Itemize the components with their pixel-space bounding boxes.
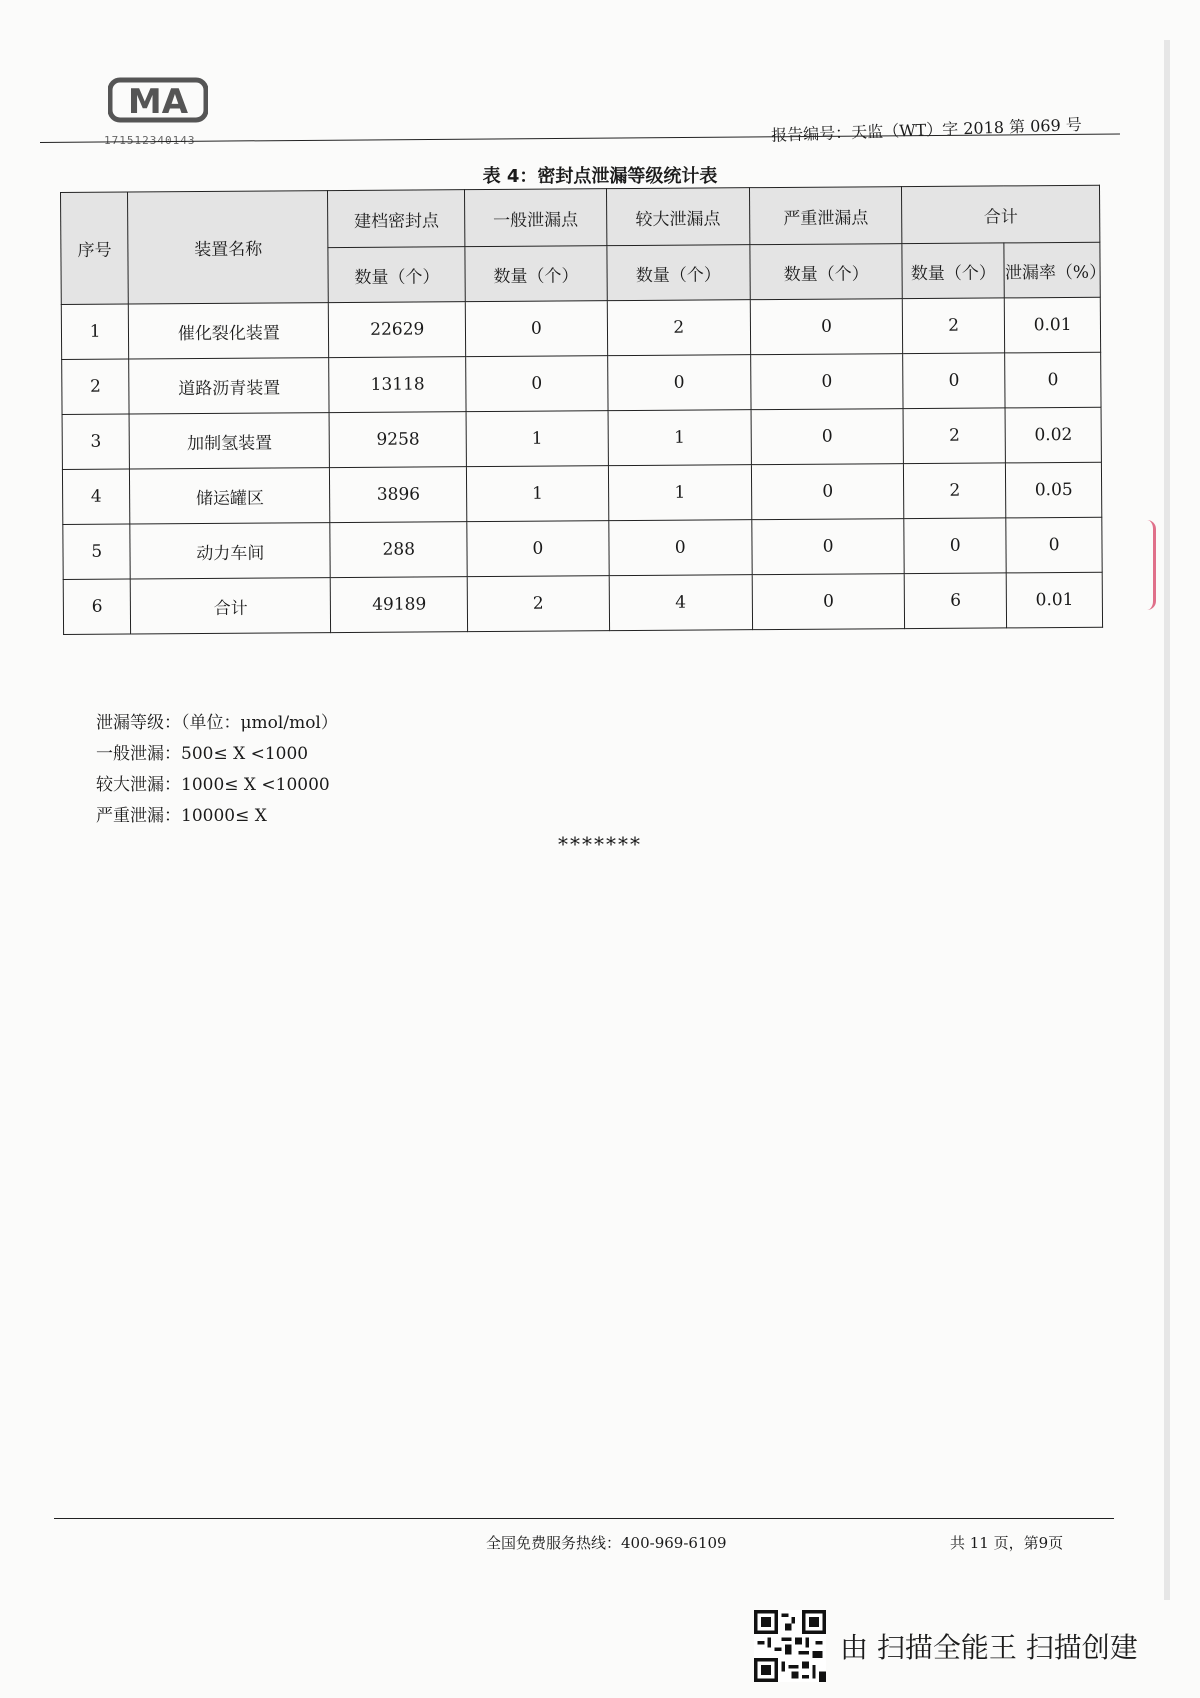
cma-logo — [108, 76, 208, 124]
header-device-name: 装置名称 — [128, 191, 329, 304]
table-row — [62, 462, 1101, 524]
cell-seq: 3 — [62, 414, 130, 469]
cell-severe: 0 — [751, 464, 904, 520]
cell-general: 2 — [467, 576, 609, 632]
cell-seq: 4 — [62, 469, 130, 524]
cell-device-name: 加制氢装置 — [129, 413, 329, 469]
cell-general: 0 — [466, 356, 608, 412]
end-mark: ******* — [558, 832, 642, 856]
note-line: 严重泄漏：10000≤ X — [96, 806, 267, 826]
scan-edge — [1164, 40, 1170, 1600]
footer-page-info: 共 11 页，第9页 — [950, 1534, 1064, 1552]
cell-total: 2 — [904, 463, 1007, 519]
table-title: 表 4：密封点泄漏等级统计表 — [482, 166, 718, 187]
table-row — [61, 297, 1100, 359]
table-row — [63, 517, 1102, 579]
cell-rate: 0.01 — [1005, 297, 1101, 353]
header-qty: 数量（个） — [750, 244, 903, 300]
cell-seq: 1 — [61, 304, 129, 359]
cell-rate: 0 — [1006, 517, 1102, 573]
cell-major: 1 — [608, 465, 752, 521]
red-stamp-edge — [1147, 520, 1156, 610]
header-qty: 数量（个） — [328, 247, 465, 303]
report-number: 报告编号：天监（WT）字 2018 第 069 号 — [771, 115, 1083, 145]
cell-severe: 0 — [751, 354, 904, 410]
cell-severe: 0 — [752, 574, 905, 630]
cell-major: 4 — [609, 575, 753, 631]
note-line: 泄漏等级：（单位：μmol/mol） — [96, 713, 338, 733]
cell-major: 0 — [608, 520, 752, 576]
cell-device-name: 催化裂化装置 — [129, 303, 329, 359]
cert-number: 171512340143 — [104, 134, 196, 147]
leak-stats-table — [60, 185, 1107, 635]
footer-hotline: 全国免费服务热线：400-969-6109 — [486, 1534, 727, 1552]
cell-general: 1 — [467, 466, 609, 522]
cell-seq: 2 — [62, 359, 130, 414]
cell-general: 0 — [467, 521, 609, 577]
header-major: 较大泄漏点 — [606, 188, 750, 246]
cell-device-name: 合计 — [131, 578, 331, 634]
cell-rate: 0.05 — [1006, 462, 1102, 518]
header-qty: 数量（个） — [606, 245, 750, 301]
qr-code-icon — [754, 1610, 826, 1682]
cell-archived: 22629 — [329, 302, 466, 358]
leak-level-notes — [96, 708, 338, 832]
footer-rule — [54, 1518, 1114, 1519]
cell-severe: 0 — [750, 299, 903, 355]
cell-severe: 0 — [752, 519, 905, 575]
cell-total: 6 — [904, 573, 1007, 629]
note-line: 较大泄漏：1000≤ X <10000 — [96, 775, 330, 795]
scanner-watermark — [754, 1610, 1138, 1682]
header-general: 一般泄漏点 — [465, 189, 607, 247]
cell-total: 2 — [902, 298, 1005, 354]
cell-device-name: 道路沥青装置 — [129, 358, 329, 414]
header-qty: 数量（个） — [465, 246, 607, 302]
svg-text:MA: MA — [127, 82, 189, 122]
scanner-text: 由 扫描全能王 扫描创建 — [840, 1631, 1138, 1664]
header-total: 合计 — [902, 185, 1100, 243]
cell-major: 1 — [608, 410, 752, 466]
cell-severe: 0 — [751, 409, 904, 465]
header-seq: 序号 — [61, 192, 129, 304]
cell-archived: 9258 — [329, 412, 466, 468]
cell-seq: 5 — [63, 524, 131, 579]
cell-general: 0 — [466, 301, 608, 357]
cell-total: 2 — [903, 408, 1006, 464]
table-row — [62, 407, 1101, 469]
cell-major: 0 — [607, 355, 751, 411]
note-line: 一般泄漏：500≤ X <1000 — [96, 744, 309, 764]
header-total-qty: 数量（个） — [902, 243, 1005, 299]
cell-archived: 3896 — [330, 467, 467, 523]
header-leak-rate: 泄漏率（%） — [1004, 242, 1100, 298]
cell-total: 0 — [903, 353, 1006, 409]
cell-general: 1 — [466, 411, 608, 467]
cell-device-name: 动力车间 — [130, 523, 330, 579]
cell-seq: 6 — [63, 579, 131, 634]
table-row — [63, 572, 1102, 634]
cell-device-name: 储运罐区 — [130, 468, 330, 524]
cell-rate: 0.01 — [1006, 572, 1102, 628]
cell-total: 0 — [904, 518, 1007, 574]
cell-rate: 0 — [1005, 352, 1101, 408]
cell-major: 2 — [607, 300, 751, 356]
cell-archived: 288 — [330, 522, 467, 578]
header-archived: 建档密封点 — [328, 190, 465, 248]
header-severe: 严重泄漏点 — [750, 187, 903, 245]
cell-rate: 0.02 — [1005, 407, 1101, 463]
cell-archived: 49189 — [331, 577, 468, 633]
table-row — [62, 352, 1101, 414]
cell-archived: 13118 — [329, 357, 466, 413]
